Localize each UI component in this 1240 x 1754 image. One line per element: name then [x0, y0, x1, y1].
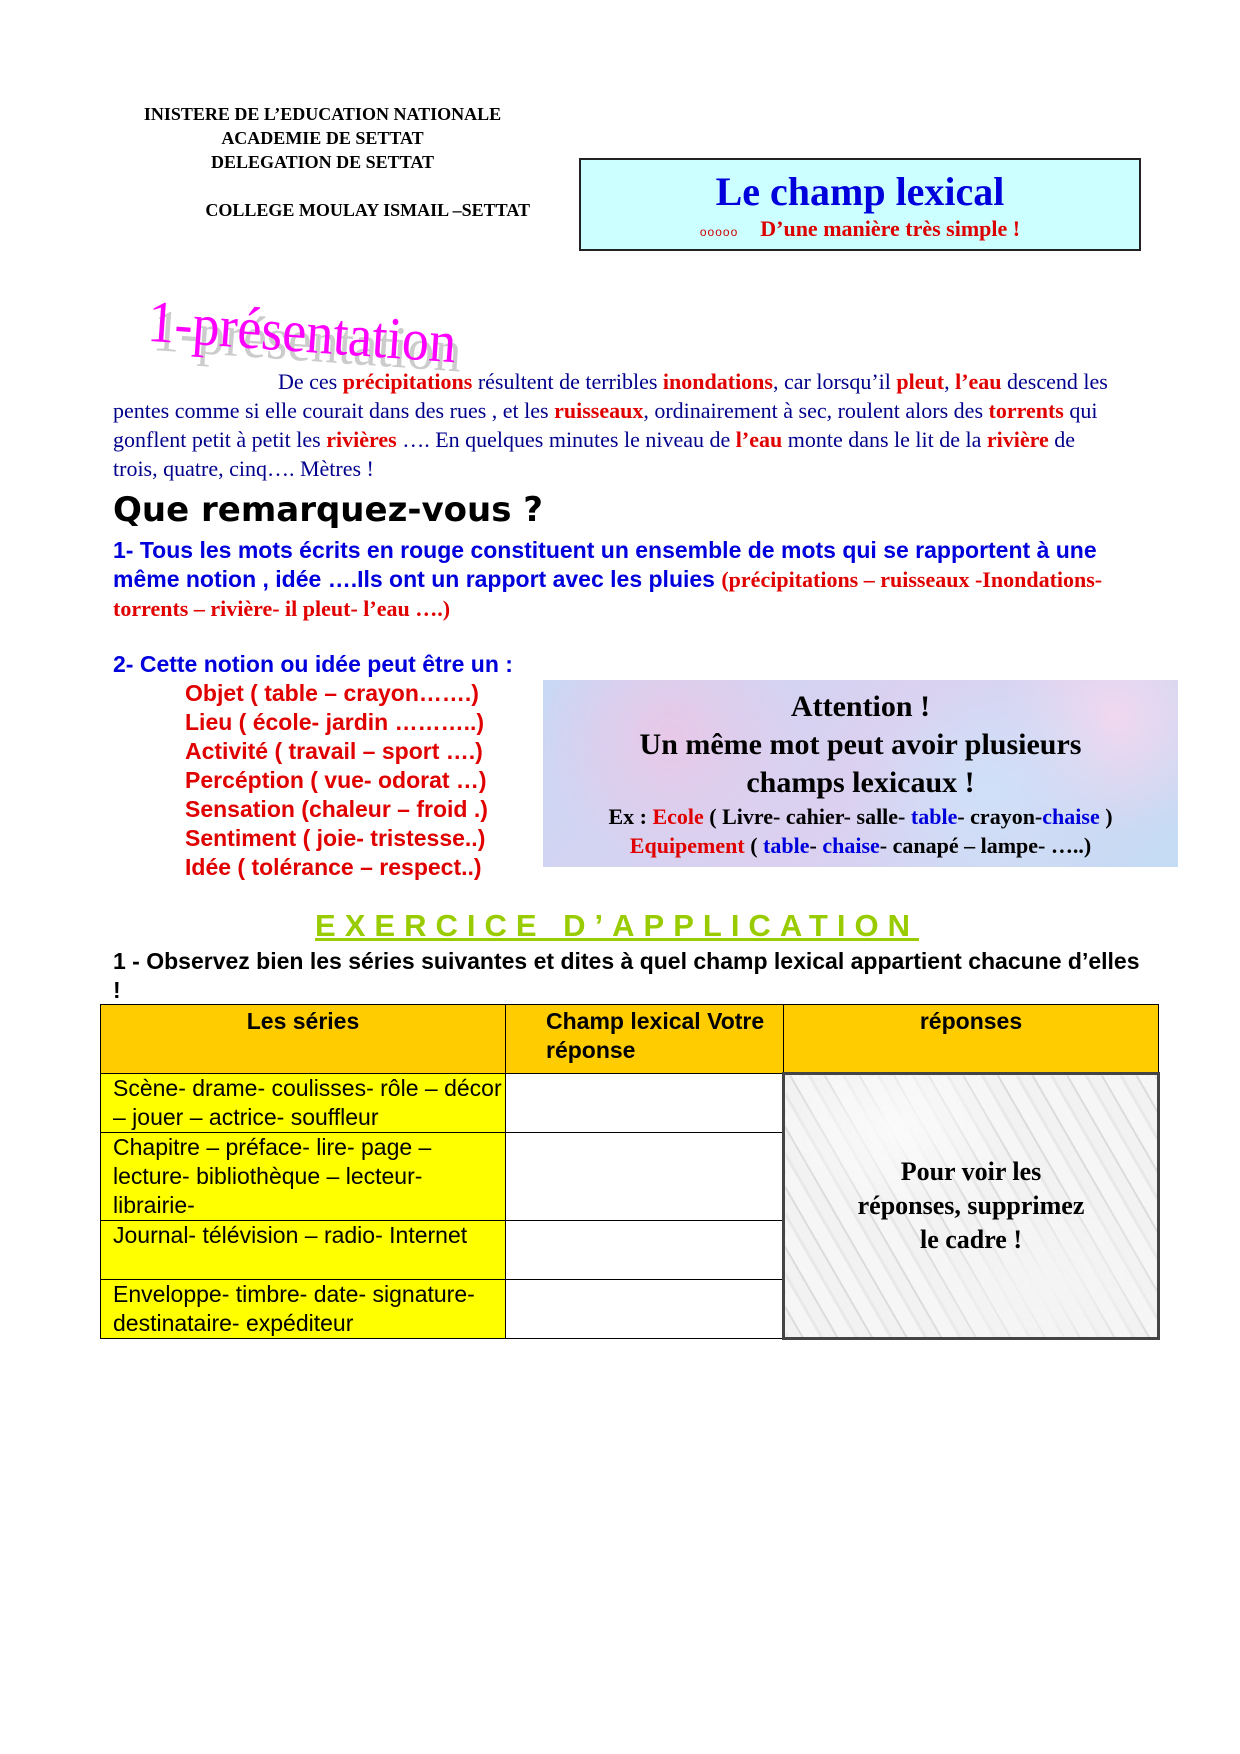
attention-line-2: champs lexicaux ! — [746, 766, 975, 799]
notion-item: Lieu ( école- jardin ………..) — [185, 709, 485, 735]
series-cell: Chapitre – préface- lire- page – lecture- bibliothèque – lecteur- librairie- — [101, 1133, 506, 1221]
highlighted-word: Ecole — [652, 804, 704, 829]
notion-item: Percéption ( vue- odorat …) — [185, 767, 487, 793]
section-title: 1-présentation — [145, 288, 459, 376]
text-run: ( Livre- cahier- salle- — [703, 804, 911, 829]
answer-input-cell[interactable] — [506, 1133, 784, 1221]
text-run: descend les pentes comme si elle courait dans des rues , et les — [113, 369, 1108, 423]
text-run: qui gonflent petit à petit les — [113, 398, 1098, 452]
text-run: ( — [744, 833, 764, 858]
text-run: De ces — [278, 369, 343, 394]
academy-line: ACADEMIE DE SETTAT — [221, 128, 424, 148]
text-run: de trois, quatre, cinq…. Mètres ! — [113, 427, 1076, 481]
notion-item: Sentiment ( joie- tristesse..) — [185, 825, 486, 851]
notion-item: Sensation (chaleur – froid .) — [185, 796, 488, 822]
text-run: ) — [1099, 804, 1113, 829]
example-2 — [543, 831, 1178, 860]
answer-input-cell[interactable] — [506, 1280, 784, 1339]
series-cell: Enveloppe- timbre- date- signature- destinataire- expéditeur — [101, 1280, 506, 1339]
question-heading: Que remarquez-vous ? — [113, 490, 543, 530]
answer-input-cell[interactable] — [506, 1221, 784, 1280]
answer-input-cell[interactable] — [506, 1074, 784, 1133]
text-run: Ex : — [608, 804, 653, 829]
highlighted-word: Equipement — [629, 833, 745, 858]
delegation-line: DELEGATION DE SETTAT — [210, 152, 435, 172]
highlighted-word: précipitations — [342, 369, 473, 394]
notion-item: Activité ( travail – sport ….) — [185, 738, 483, 764]
attention-box — [543, 680, 1178, 867]
highlighted-word: l’eau — [735, 427, 783, 452]
remark-1-examples: (précipitations – ruisseaux -Inondations- torrents – rivière- il pleut- l’eau ….) — [113, 567, 1103, 621]
text-run: - crayon- — [957, 804, 1043, 829]
highlighted-word: chaise — [1042, 804, 1100, 829]
text-run: , car lorsqu’il — [772, 369, 897, 394]
ministry-line: INISTERE DE L’EDUCATION NATIONALE — [143, 104, 502, 124]
attention-line-1: Un même mot peut avoir plusieurs — [639, 728, 1082, 761]
text-run: - canapé – lampe- …..) — [879, 833, 1092, 858]
notion-list — [185, 679, 488, 882]
highlighted-word: inondations — [662, 369, 773, 394]
remark-2: 2- Cette notion ou idée peut être un : — [113, 651, 513, 677]
remark-1-text: 1- Tous les mots écrits en rouge constituent un ensemble de mots qui se rapportent à une même notion , idée ….Ils ont un rapport avec les pluies — [113, 537, 1097, 592]
exercise-table — [100, 1004, 1160, 1340]
highlighted-word: table — [763, 833, 810, 858]
page-subtitle: D’une manière très simple ! — [760, 216, 1021, 241]
remark-1 — [113, 536, 1143, 623]
highlighted-word: rivières — [326, 427, 397, 452]
example-1 — [543, 802, 1178, 831]
attention-title: Attention ! — [790, 690, 931, 723]
series-cell: Scène- drame- coulisses- rôle – décor – jouer – actrice- souffleur — [101, 1074, 506, 1133]
college-line: COLLEGE MOULAY ISMAIL –SETTAT — [205, 200, 530, 220]
highlighted-word: rivière — [986, 427, 1049, 452]
text-run: monte dans le lit de la — [782, 427, 987, 452]
title-box — [579, 158, 1141, 251]
answer-cover-box[interactable] — [784, 1074, 1159, 1339]
presentation-paragraph — [113, 367, 1123, 483]
answer-cover-text: Pour voir les réponses, supprimez le cadre ! — [857, 1157, 1085, 1254]
page-title: Le champ lexical — [715, 169, 1005, 214]
header-answer-field: Champ lexical Votre réponse — [506, 1005, 784, 1074]
header-responses: réponses — [784, 1005, 1159, 1074]
series-cell: Journal- télévision – radio- Internet — [101, 1221, 506, 1280]
highlighted-word: table — [910, 804, 958, 829]
text-run: - — [809, 833, 823, 858]
exercise-heading: EXERCICE D’APPLICATION — [315, 908, 919, 943]
highlighted-word: torrents — [988, 398, 1064, 423]
text-run: …. En quelques minutes le niveau de — [396, 427, 736, 452]
exercise-instruction: 1 - Observez bien les séries suivantes et dites à quel champ lexical appartient chacune d’elles ! — [113, 948, 1140, 1003]
notion-item: Objet ( table – crayon…….) — [185, 680, 479, 706]
dots-decoration: ooooo — [699, 225, 739, 239]
notion-item: Idée ( tolérance – respect..) — [185, 854, 482, 880]
text-run: , — [944, 369, 956, 394]
highlighted-word: l’eau — [955, 369, 1002, 394]
highlighted-word: ruisseaux — [554, 398, 644, 423]
header-series: Les séries — [101, 1005, 506, 1074]
text-run: , ordinairement à sec, roulent alors des — [643, 398, 989, 423]
highlighted-word: chaise — [822, 833, 880, 858]
text-run: résultent de terribles — [472, 369, 663, 394]
highlighted-word: pleut — [896, 369, 945, 394]
